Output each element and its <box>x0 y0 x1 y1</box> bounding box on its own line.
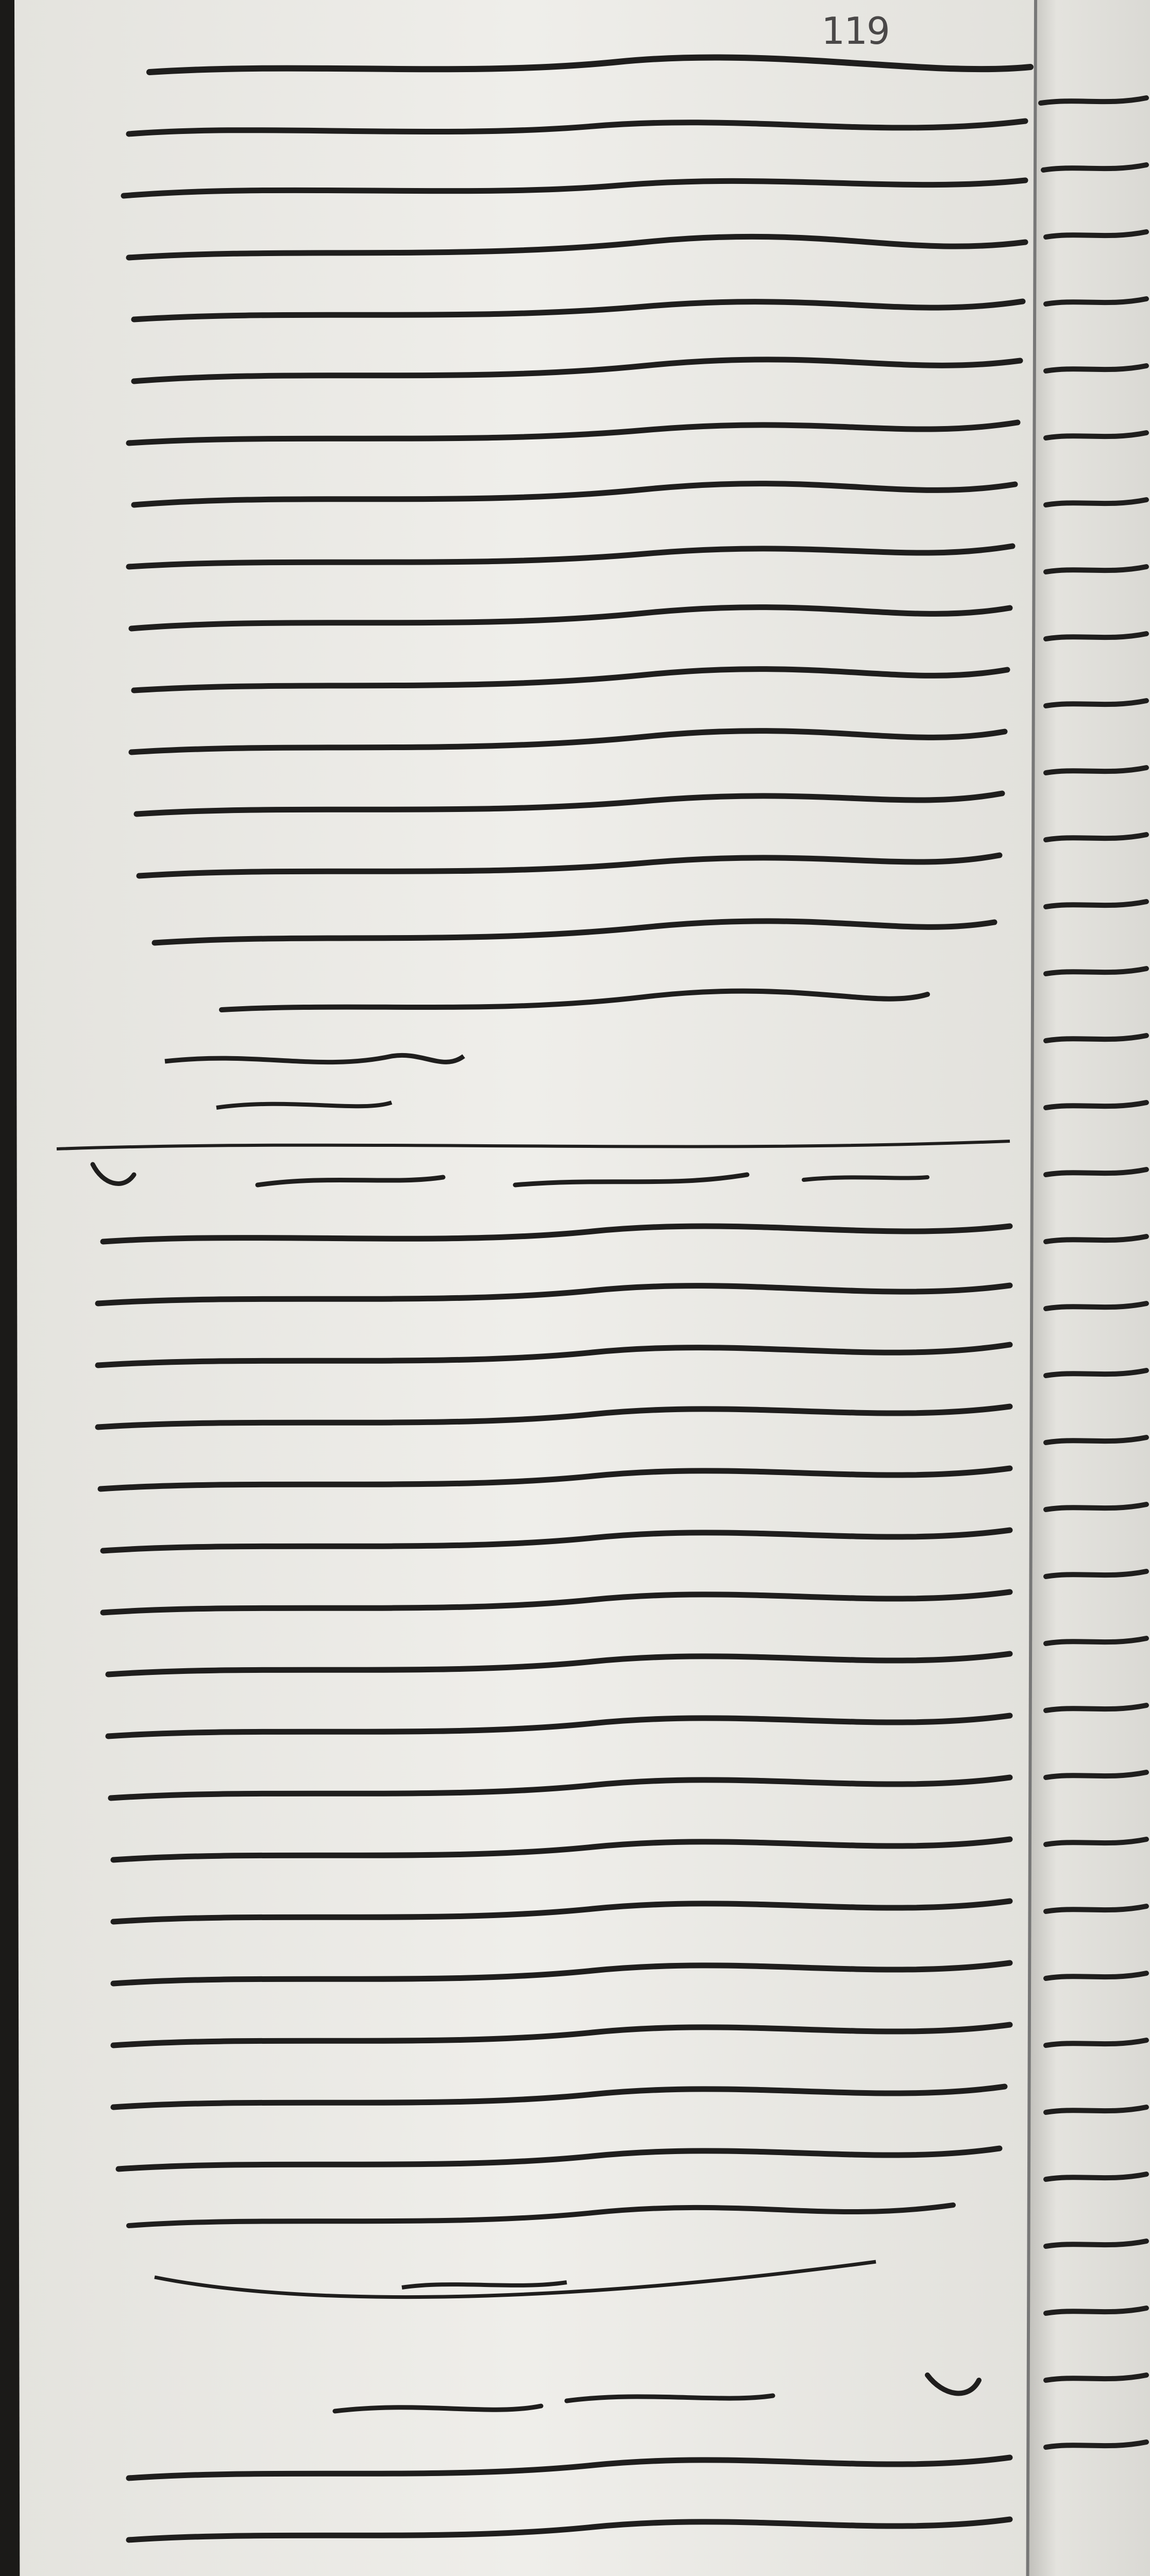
entry-2-date-mark <box>402 2282 567 2287</box>
right-page-paper <box>1025 0 1150 2576</box>
main-page-paper <box>14 0 1036 2576</box>
folio-number: 119 <box>821 9 889 53</box>
